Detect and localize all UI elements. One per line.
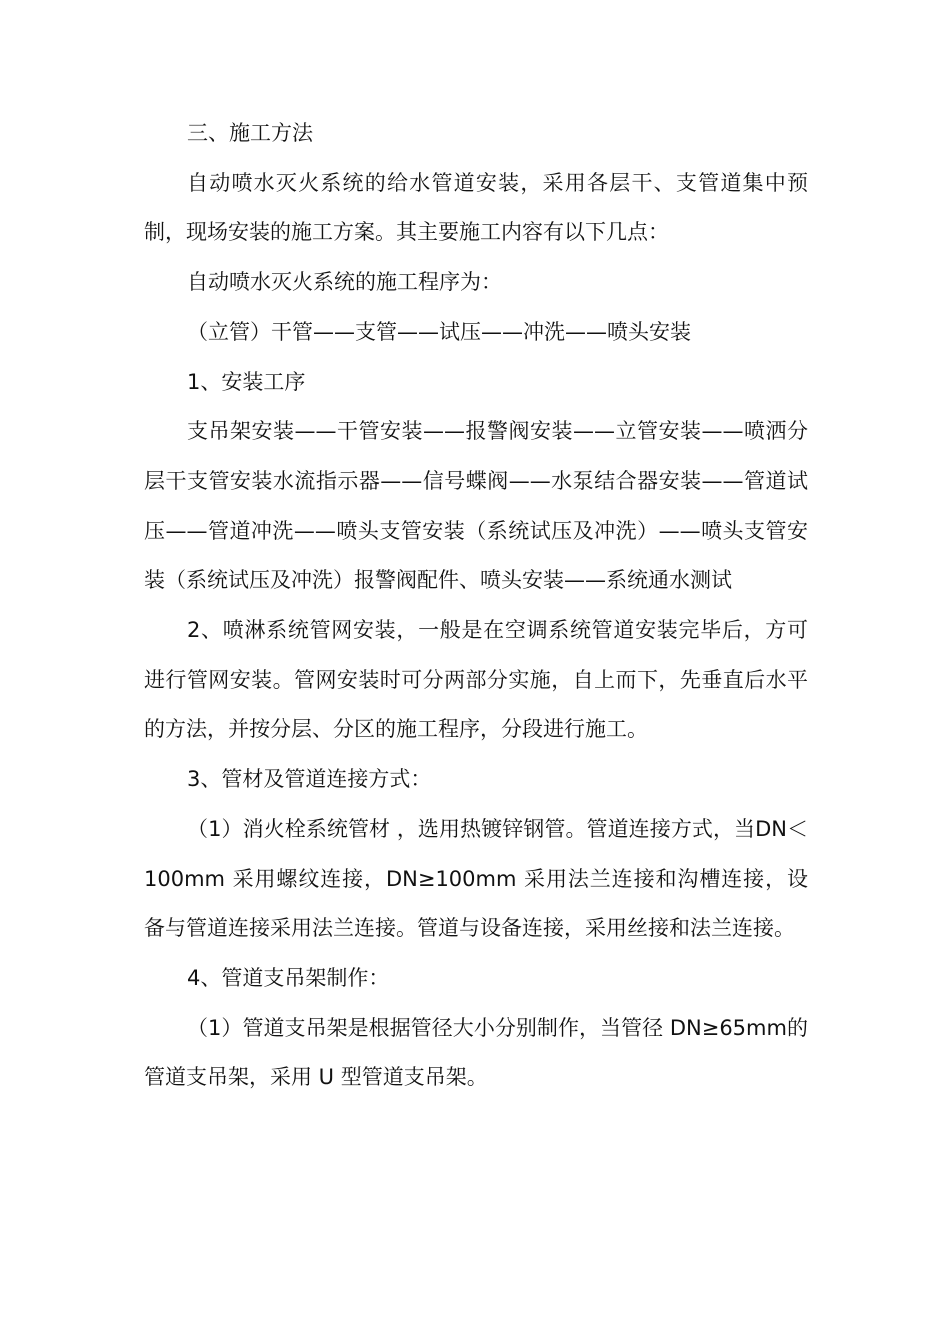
paragraph-install-process: 支吊架安装——干管安装——报警阀安装——立管安装——喷洒分层干支管安装水流指示器——信号蝶阀——水泵结合器安装——管道试压——管道冲洗——喷头支管安装（系统试压及冲洗）——喷头支管安装（系统试压及冲洗）报警阀配件、喷头安装——系统通水测试 [144,419,808,593]
section-heading-pipe-materials: 3、管材及管道连接方式： [187,767,432,792]
paragraph-procedure-intro: 自动喷水灭火系统的施工程序为： [187,270,502,295]
section-heading-install-process: 1、安装工序 [187,369,306,394]
document-body [144,109,808,1103]
paragraph-pipe-supports: （1）管道支吊架是根据管径大小分别制作，当管径 DN≥65mm的管道支吊架，采用 U 型管道支吊架。 [144,1015,808,1090]
paragraph-sprinkler-network: 2、喷淋系统管网安装，一般是在空调系统管道安装完毕后，方可进行管网安装。管网安装时可分两部分实施，自上而下，先垂直后水平的方法，并按分层、分区的施工程序，分段进行施工。 [144,618,808,742]
paragraph-procedure-sequence: （立管）干管——支管——试压——冲洗——喷头安装 [187,319,691,344]
paragraph-pipe-materials: （1）消火栓系统管材 ，选用热镀锌钢管。管道连接方式，当DN＜100mm 采用螺纹连接，DN≥100mm 采用法兰连接和沟槽连接，设备与管道连接采用法兰连接。管道与设备连接，采用丝接和法兰连接。 [144,816,808,941]
section-heading-construction-method: 三、施工方法 [187,121,313,145]
section-heading-pipe-supports: 4、管道支吊架制作： [187,965,390,990]
paragraph-intro: 自动喷水灭火系统的给水管道安装，采用各层干、支管道集中预制，现场安装的施工方案。其主要施工内容有以下几点： [144,170,808,245]
